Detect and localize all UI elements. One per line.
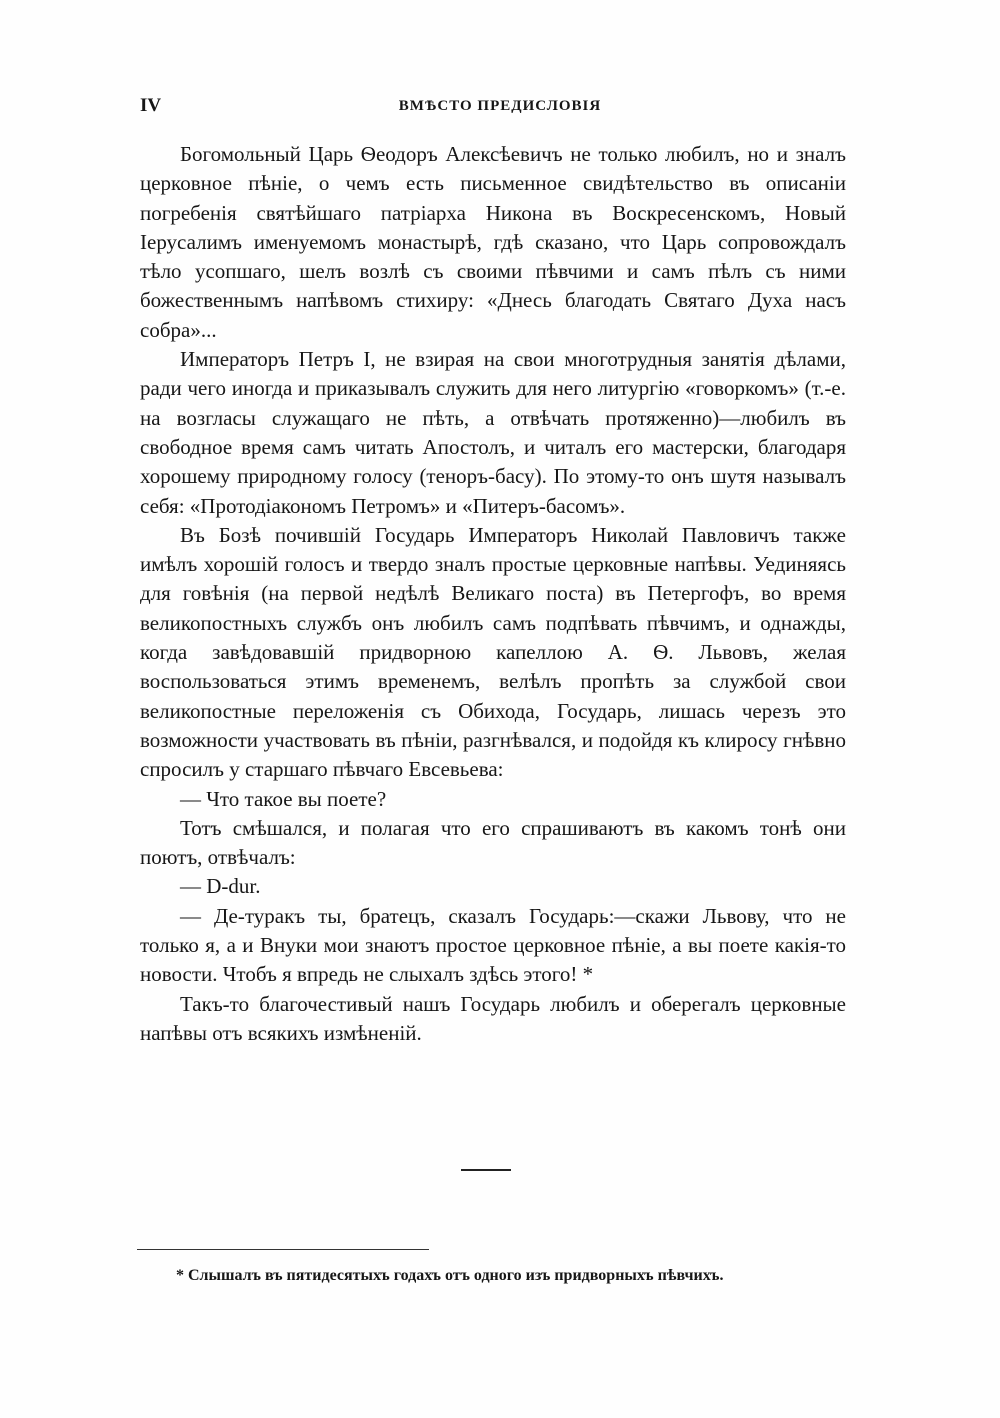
dialogue-emperor: — Де-туракъ ты, братецъ, сказалъ Государь:—скажи Львову, что не только я, а и Внуки мои знаютъ простое церковное пѣніе, а вы поете какія-то новости. Чтобъ я впредь не слыхалъ здѣсь этого! * (140, 903, 846, 987)
body-text (140, 140, 846, 1048)
paragraph-peter: Императоръ Петръ I, не взирая на свои многотрудныя занятія дѣлами, ради чего иногда и приказывалъ служить для него литургію «говоркомъ» (т.-е. на возгласы служащаго не пѣть, а отвѣчать протяженно)—любилъ въ свободное время самъ читать Апостолъ, и читалъ его мастерски, благодаря хорошему природному голосу (теноръ-басу). По этому-то онъ шутя называлъ себя: «Протодіакономъ Петромъ» и «Питеръ-басомъ». (140, 347, 846, 518)
paragraph-conclusion: Такъ-то благочестивый нашъ Государь любилъ и оберегалъ церковные напѣвы отъ всякихъ измѣненій. (140, 991, 846, 1045)
dialogue-question: — Что такое вы поете? (180, 786, 387, 811)
paragraph-fedor: Богомольный Царь Ѳеодоръ Алексѣевичъ не только любилъ, но и зналъ церковное пѣніе, о чемъ есть письменное свидѣтельство въ описаніи погребенія святѣйшаго патріарха Никона въ Воскресенскомъ, Новый Іерусалимъ именуемомъ монастырѣ, гдѣ сказано, что Царь сопровождалъ тѣло усопшаго, шелъ возлѣ съ своими пѣвчими и самъ пѣлъ съ ними божественнымъ напѣвомъ стихиру: «Днесь благодать Святаго Духа насъ собра»... (140, 142, 846, 342)
page-header (140, 95, 860, 119)
footnote-divider (137, 1249, 429, 1250)
footnote: * Слышалъ въ пятидесятыхъ годахъ отъ одного изъ придворныхъ пѣвчихъ. (176, 1267, 724, 1284)
paragraph-nicholas: Въ Бозѣ почившій Государь Императоръ Николай Павловичъ также имѣлъ хорошій голосъ и твердо зналъ простые церковные напѣвы. Уединяясь для говѣнія (на первой недѣлѣ Великаго поста) въ Петергофъ, во время великопостныхъ службъ онъ любилъ самъ подпѣвать пѣвчимъ, и однажды, когда завѣдовавшій придворною капеллою А. Ѳ. Львовъ, желая воспользоваться этимъ временемъ, велѣлъ пропѣть за службой свои великопостные переложенія съ Обихода, Государь, лишась черезъ это возможности участвовать въ пѣніи, разгнѣвался, и подойдя къ клиросу гнѣвно спросилъ у старшаго пѣвчаго Евсевьева: (140, 522, 846, 782)
running-title: ВМѢСТО ПРЕДИСЛОВІЯ (398, 98, 602, 114)
dialogue-answer: — D-dur. (180, 874, 261, 899)
page-number: IV (140, 95, 162, 116)
paragraph-reply-intro: Тотъ смѣшался, и полагая что его спрашиваютъ въ какомъ тонѣ они поютъ, отвѣчалъ: (140, 815, 846, 870)
section-divider (461, 1169, 511, 1171)
